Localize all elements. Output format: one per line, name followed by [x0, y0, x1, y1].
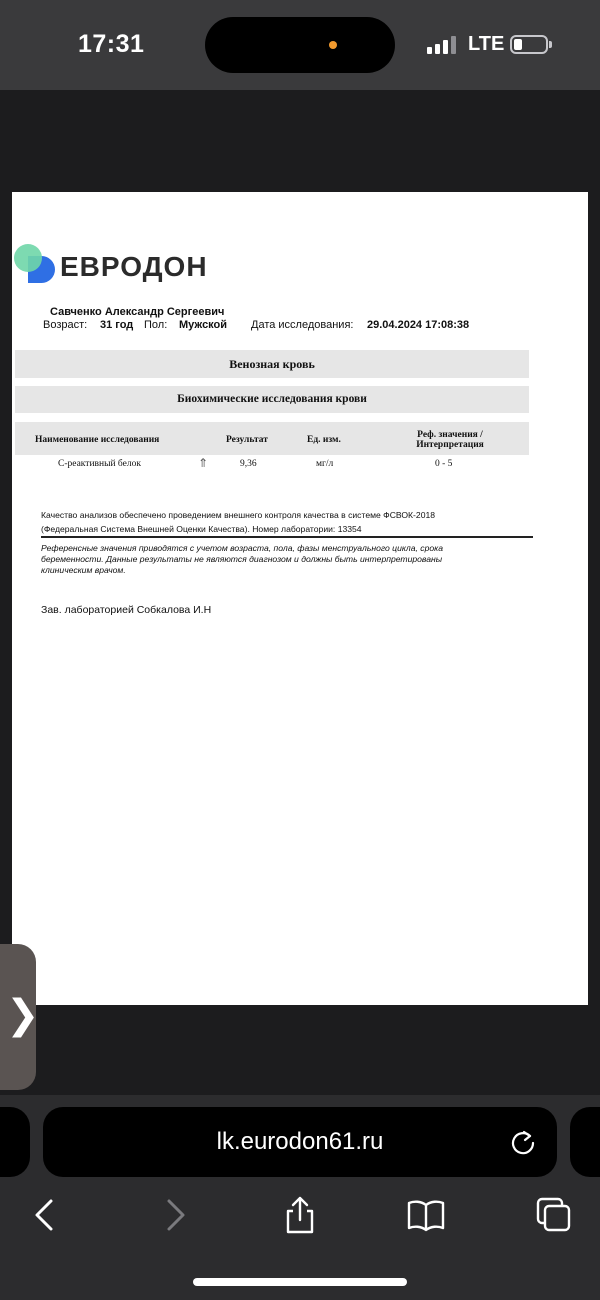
quality-line-2: (Федеральная Система Внешней Оценки Качества). Номер лаборатории: 13354 [41, 524, 362, 534]
quality-statement [41, 508, 501, 536]
forward-icon[interactable] [155, 1195, 195, 1235]
back-icon[interactable] [25, 1195, 65, 1235]
quality-line-1: Качество анализов обеспечено проведением внешнего контроля качества в системе ФСВОК-2018 [41, 510, 436, 520]
section-title-biochemistry: Биохимические исследования крови [15, 386, 529, 413]
reference-note [41, 543, 511, 576]
row-test-name: С-реактивный белок [58, 459, 141, 469]
brand-name: ЕВРОДОН [60, 251, 208, 282]
header-ref-line2: Интерпретация [416, 440, 484, 450]
row-unit: мг/л [316, 459, 334, 469]
document-viewer[interactable] [0, 90, 600, 1095]
patient-name: Савченко Александр Сергеевич [50, 306, 225, 318]
ref-note-line-1: Референсные значения приводятся с учетом возраста, пола, фазы менструального цикла, срока [41, 543, 443, 553]
high-flag-icon: ⇑ [198, 456, 209, 470]
date-value: 29.04.2024 17:08:38 [367, 319, 470, 331]
tabs-icon[interactable] [534, 1195, 574, 1235]
battery-icon [510, 35, 548, 54]
status-bar [0, 0, 600, 90]
sex-label: Пол: [144, 319, 168, 331]
header-ref-line1: Реф. значения / [417, 430, 483, 440]
head-of-laboratory: Зав. лабораторией Собкалова И.Н [41, 604, 212, 616]
sex-value: Мужской [179, 319, 228, 331]
age-value: 31 год [100, 319, 134, 331]
side-panel-handle[interactable] [0, 944, 40, 1090]
ref-note-line-2: беременности. Данные результаты не являются диагнозом и должны быть интерпретированы [41, 554, 443, 564]
home-indicator[interactable] [193, 1278, 407, 1286]
eurodon-logo-icon [14, 244, 56, 286]
address-bar[interactable] [43, 1107, 557, 1177]
privacy-indicator-icon [329, 41, 337, 49]
network-type: LTE [468, 33, 505, 55]
chevron-right-icon: ❯ [6, 992, 40, 1038]
header-unit: Ед. изм. [307, 435, 341, 445]
row-ref: 0 - 5 [435, 459, 453, 469]
url-text[interactable]: lk.eurodon61.ru [216, 1128, 384, 1155]
date-label: Дата исследования: [251, 319, 354, 331]
reload-icon[interactable] [508, 1127, 538, 1157]
battery-tip [549, 41, 552, 48]
bookmarks-icon[interactable] [406, 1195, 446, 1235]
header-result: Результат [226, 435, 268, 445]
section-title-venous-blood: Венозная кровь [15, 350, 529, 378]
cellular-signal-icon [427, 36, 459, 54]
results-table-header [15, 422, 529, 455]
dynamic-island [205, 17, 395, 73]
header-test-name: Наименование исследования [35, 435, 160, 445]
ref-note-line-3: клиническим врачом. [41, 565, 126, 575]
previous-tab-peek[interactable] [0, 1107, 30, 1177]
status-time: 17:31 [78, 30, 145, 58]
age-label: Возраст: [43, 319, 88, 331]
browser-toolbar [0, 1095, 600, 1300]
row-result: 9,36 [240, 459, 257, 469]
table-row [15, 457, 529, 473]
divider [41, 536, 533, 538]
share-icon[interactable] [280, 1195, 320, 1235]
lab-report-page[interactable] [12, 192, 588, 1005]
next-tab-peek[interactable] [570, 1107, 600, 1177]
